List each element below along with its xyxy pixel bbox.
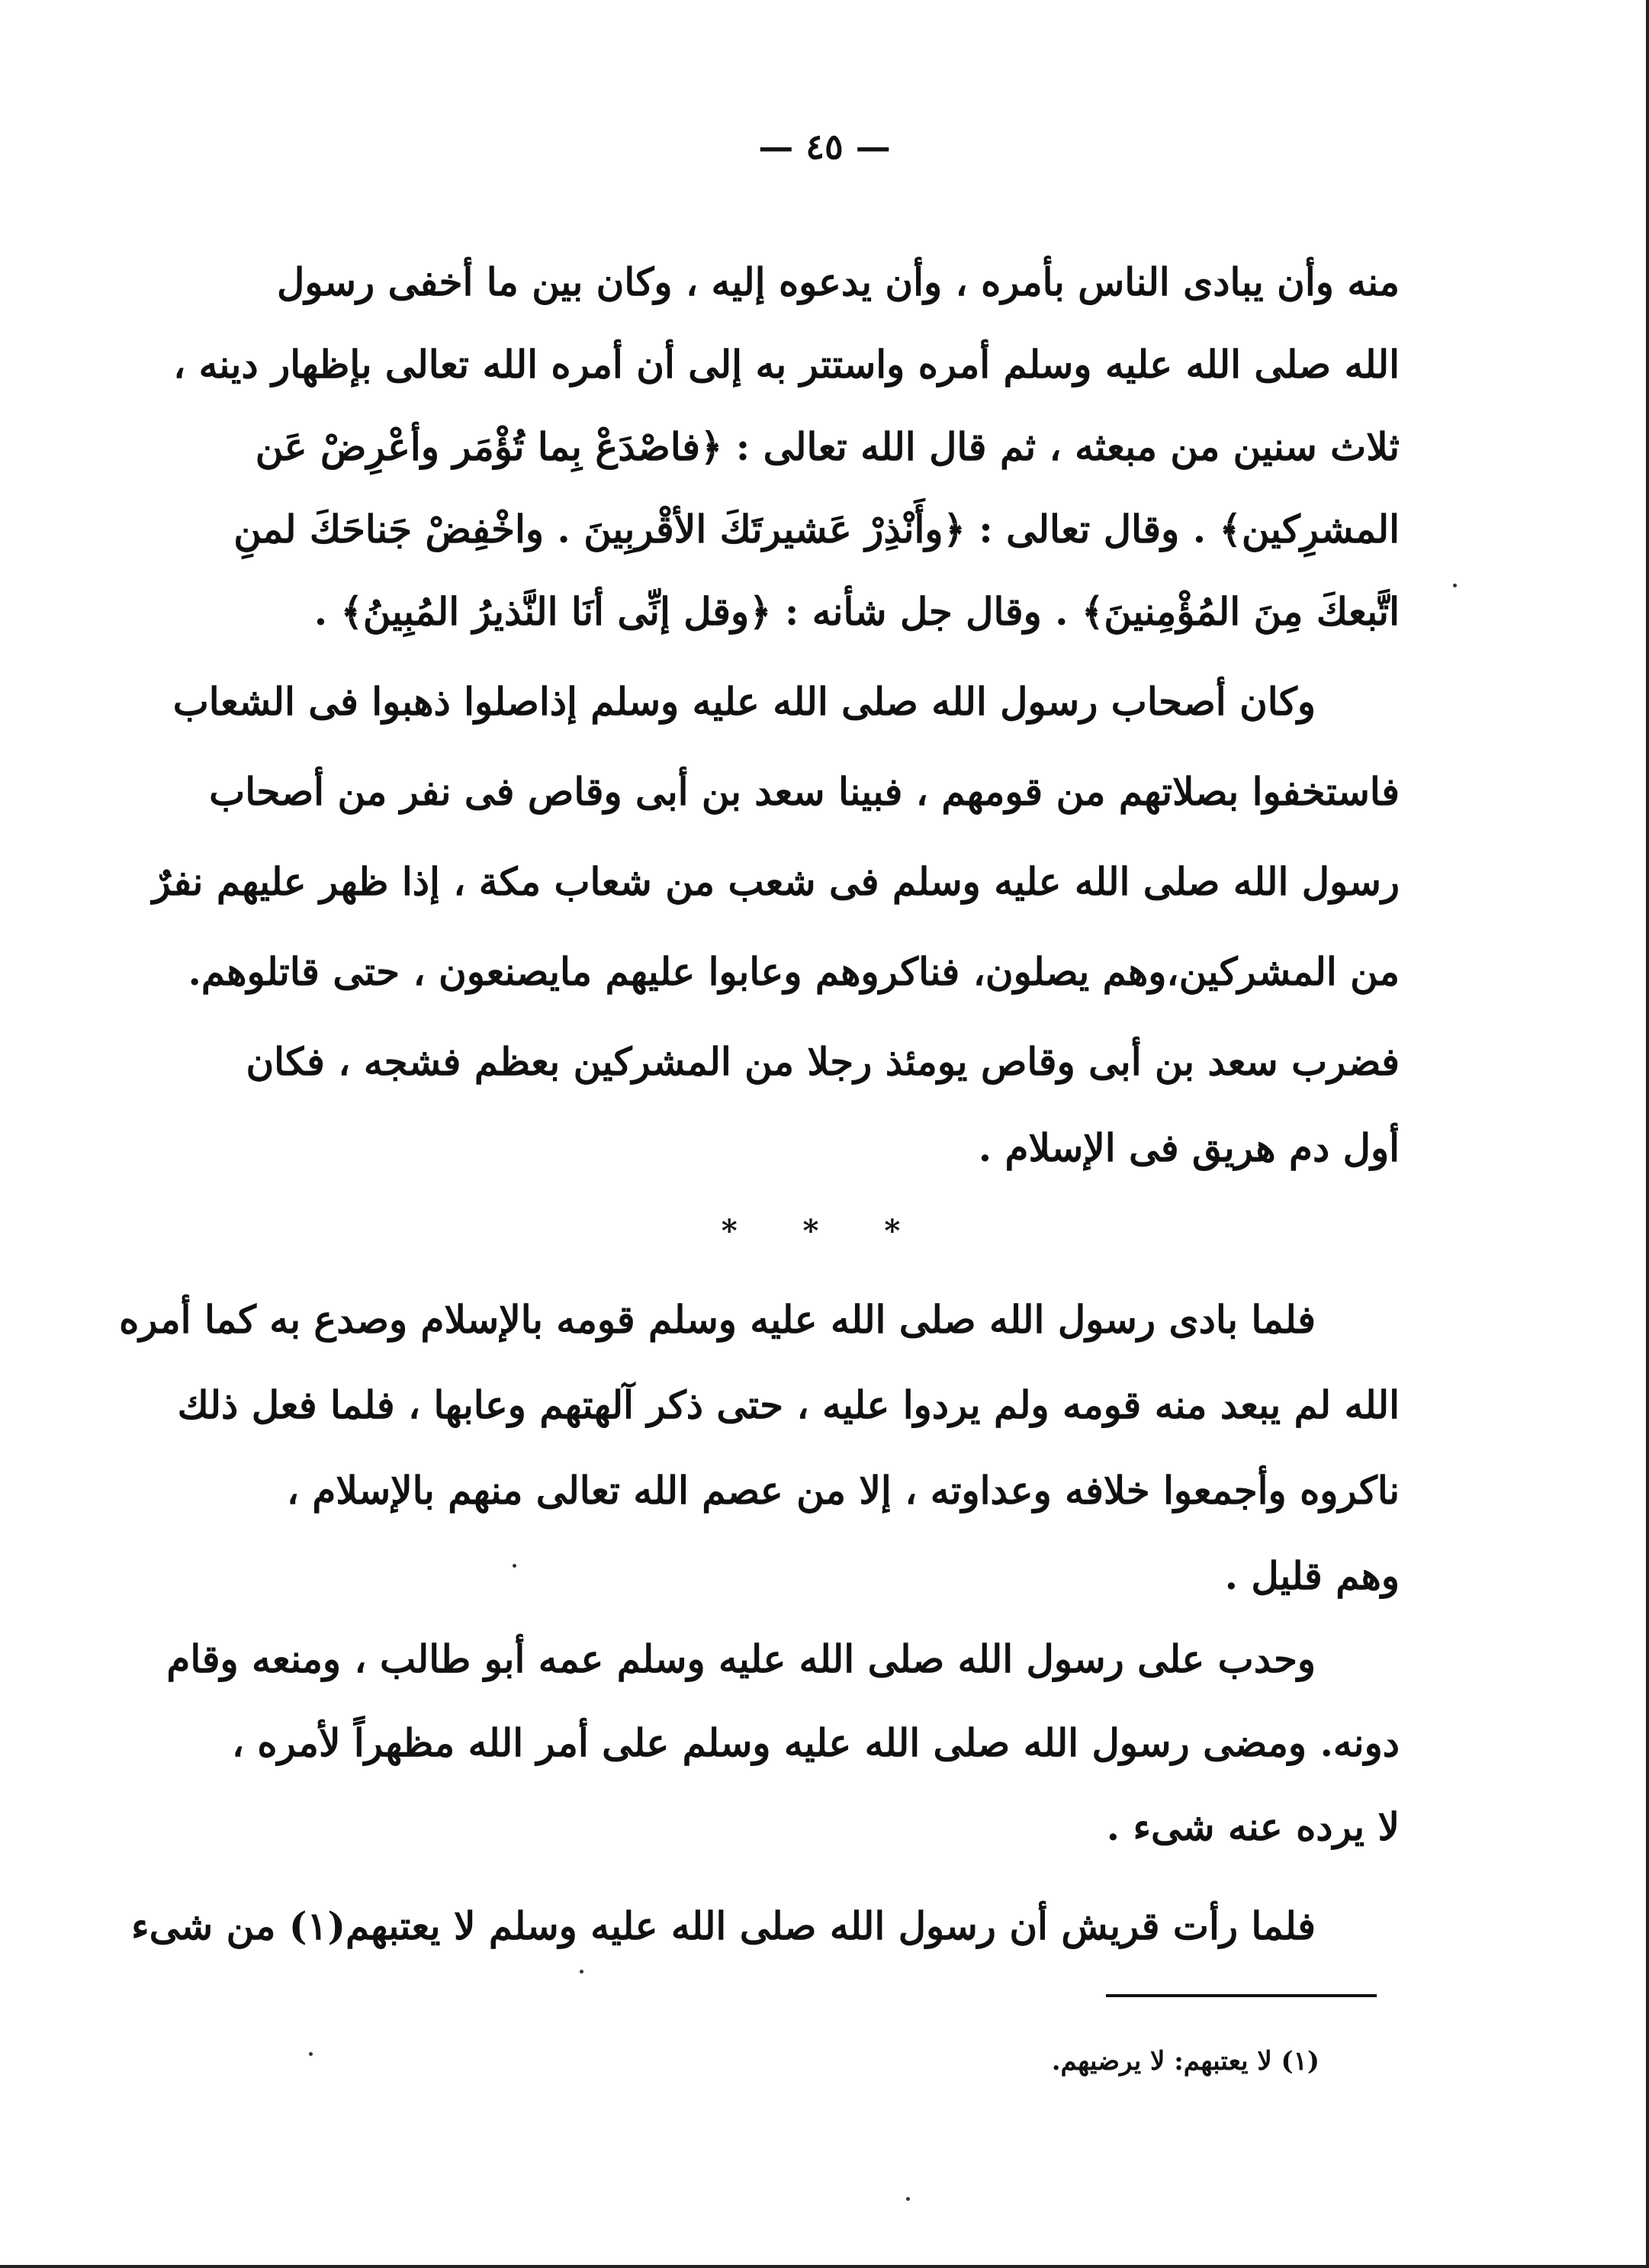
text-line: من المشركين،وهم يصلون، فناكروهم وعابوا عليهم مايصنعون ، حتى قاتلوهم. <box>188 949 1400 994</box>
text-line: فاستخفوا بصلاتهم من قومهم ، فبينا سعد بن أبى وقاص فى نفر من أصحاب <box>209 769 1400 814</box>
text-line: فضرب سعد بن أبى وقاص يومئذ رجلا من المشركين بعظم فشجه ، فكان <box>246 1039 1400 1084</box>
paragraph-4 <box>166 1629 1400 1873</box>
text-line: وحدب على رسول الله صلى الله عليه وسلم عمه أبو طالب ، ومنعه وقام <box>166 1636 1316 1681</box>
text-line: فلما رأت قريش أن رسول الله صلى الله عليه وسلم لا يعتبهم(١) من شىء <box>131 1903 1316 1948</box>
footnote-divider <box>1106 1994 1377 1997</box>
text-line: فلما بادى رسول الله صلى الله عليه وسلم قومه بالإسلام وصدع به كما أمره <box>119 1297 1316 1342</box>
section-ornament: * * * <box>721 1213 928 1249</box>
scan-edge-right <box>1646 0 1649 2268</box>
text-line: وكان أصحاب رسول الله صلى الله عليه وسلم إذاصلوا ذهبوا فى الشعاب <box>172 679 1316 724</box>
paragraph-5 <box>131 1896 1400 1972</box>
text-line: رسول الله صلى الله عليه وسلم فى شعب من شعاب مكة ، إذا ظهر عليهم نفرٌ <box>152 859 1400 904</box>
text-line: ثلاث سنين من مبعثه ، ثم قال الله تعالى : ﴿فاصْدَعْ بِما تُؤْمَر وأعْرِضْ عَن <box>255 424 1400 469</box>
paragraph-1 <box>173 252 1400 679</box>
text-line: أول دم هريق فى الإسلام . <box>978 1125 1400 1170</box>
page-number: — ٤٥ — <box>758 126 891 167</box>
text-line: المشرِكين﴾ . وقال تعالى : ﴿وأَنْذِرْ عَشيرتَكَ الأقْربِينَ . واخْفِضْ جَناحَكَ لمنِ <box>233 507 1400 552</box>
scan-speck <box>580 1970 583 1974</box>
text-line: ناكروه وأجمعوا خلافه وعداوته ، إلا من عصم الله تعالى منهم بالإسلام ، <box>286 1468 1400 1513</box>
footnote: (١) لا يعتبهم: لا يرضيهم. <box>1051 2046 1320 2077</box>
text-line: لا يرده عنه شىء . <box>1106 1804 1400 1849</box>
scan-speck <box>513 1564 516 1568</box>
scan-speck <box>309 2052 313 2056</box>
text-line: منه وأن يبادى الناس بأمره ، وأن يدعوه إليه ، وكان بين ما أخفى رسول <box>277 259 1400 304</box>
paragraph-2 <box>152 671 1400 1205</box>
text-line: اتَّبعكَ مِنَ المُؤْمِنينَ﴾ . وقال جل شأنه : ﴿وقل إنِّى أنَا النَّذيرُ المُبِينُ﴾ . <box>313 589 1400 634</box>
text-line: وهم قليل . <box>1224 1553 1400 1598</box>
scan-speck <box>906 2197 910 2201</box>
text-line: دونه. ومضى رسول الله صلى الله عليه وسلم على أمر الله مظهراً لأمره ، <box>231 1720 1400 1765</box>
scan-speck <box>1453 584 1457 587</box>
text-line: الله لم يبعد منه قومه ولم يردوا عليه ، حتى ذكر آلهتهم وعابها ، فلما فعل ذلك <box>177 1382 1400 1427</box>
scan-edge-bottom <box>0 2265 1649 2268</box>
text-line: الله صلى الله عليه وسلم أمره واستتر به إلى أن أمره الله تعالى بإظهار دينه ، <box>173 342 1400 387</box>
paragraph-3 <box>119 1289 1400 1617</box>
